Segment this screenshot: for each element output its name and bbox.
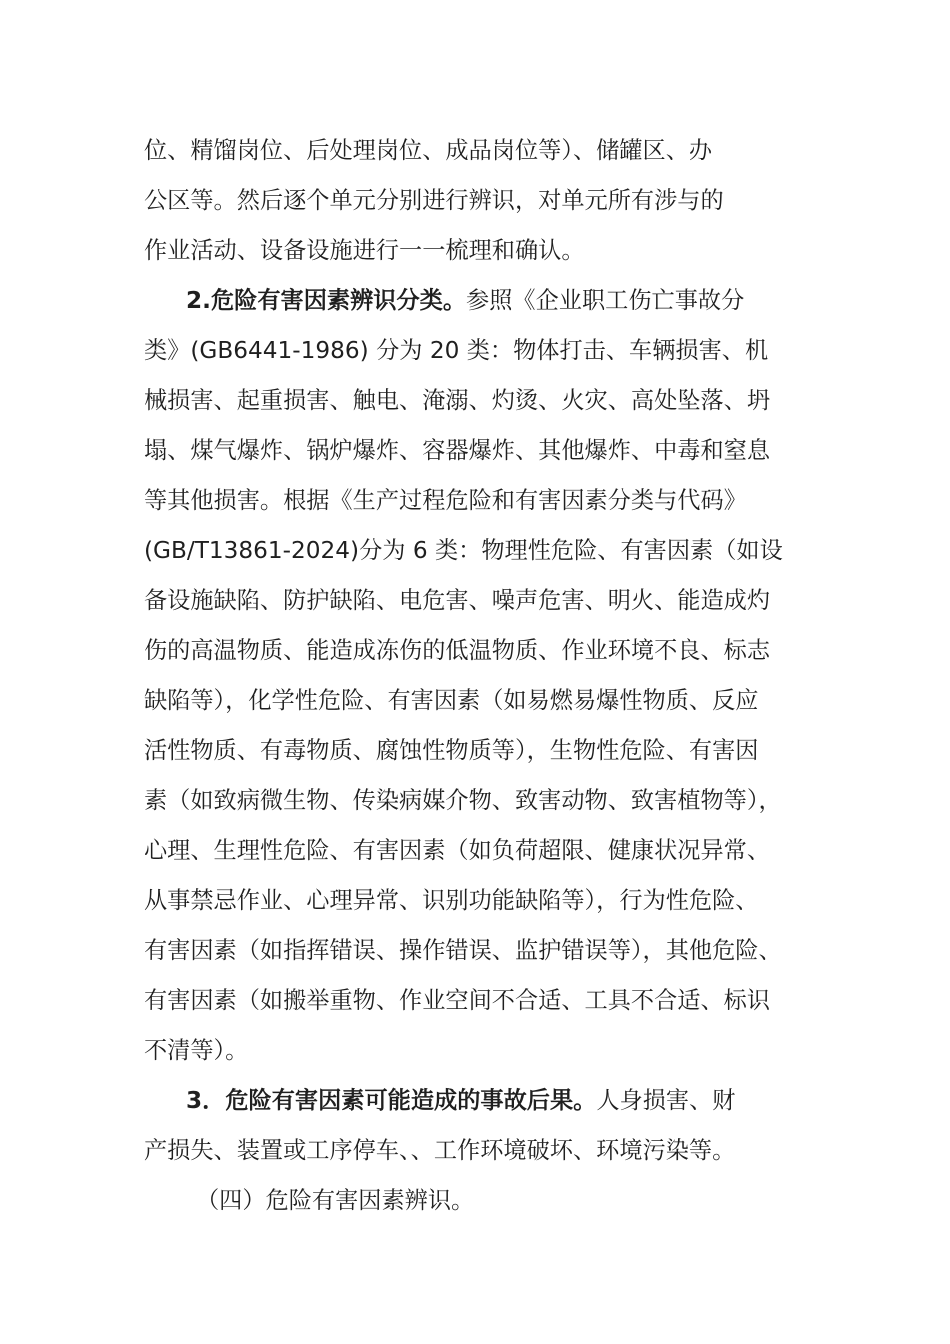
body-text-line bbox=[144, 376, 824, 426]
body-text-line bbox=[144, 526, 824, 576]
text-run: 作业活动、设备设施进行一一梳理和确认。 bbox=[144, 237, 585, 264]
text-run: (GB/T13861-2024)分为 6 类：物理性危险、有害因素（如设 bbox=[144, 537, 783, 564]
section-heading: 2.危险有害因素辨识分类。 bbox=[186, 287, 467, 314]
body-text-line bbox=[144, 1026, 824, 1076]
text-run: 不清等）。 bbox=[144, 1037, 249, 1064]
body-text-line bbox=[144, 1126, 824, 1176]
text-run: 缺陷等），化学性危险、有害因素（如易燃易爆性物质、反应 bbox=[144, 687, 759, 714]
body-text-line bbox=[144, 826, 824, 876]
body-text-line bbox=[144, 976, 824, 1026]
text-run: 活性物质、有毒物质、腐蚀性物质等），生物性危险、有害因 bbox=[144, 737, 759, 764]
body-text-line bbox=[144, 226, 824, 276]
section-heading-line bbox=[186, 276, 866, 326]
text-run: 有害因素（如指挥错误、操作错误、监护错误等），其他危险、 bbox=[144, 937, 782, 964]
body-text-line bbox=[144, 476, 824, 526]
text-run: 塌、煤气爆炸、锅炉爆炸、容器爆炸、其他爆炸、中毒和窒息 bbox=[144, 437, 771, 464]
body-text-line bbox=[144, 126, 824, 176]
text-run: 类》(GB6441-1986) 分为 20 类：物体打击、车辆损害、机 bbox=[144, 337, 769, 364]
text-run: 素（如致病微生物、传染病媒介物、致害动物、致害植物等）， bbox=[144, 787, 782, 814]
text-run: 参照《企业职工伤亡事故分 bbox=[466, 287, 745, 314]
text-run: 备设施缺陷、防护缺陷、电危害、噪声危害、明火、能造成灼 bbox=[144, 587, 771, 614]
body-text-line bbox=[144, 676, 824, 726]
body-text-line bbox=[144, 176, 824, 226]
text-run: 伤的高温物质、能造成冻伤的低温物质、作业环境不良、标志 bbox=[144, 637, 771, 664]
section-heading: 3．危险有害因素可能造成的事故后果。 bbox=[186, 1087, 597, 1114]
text-run: 从事禁忌作业、心理异常、识别功能缺陷等），行为性危险、 bbox=[144, 887, 759, 914]
text-run: 有害因素（如搬举重物、作业空间不合适、工具不合适、标识 bbox=[144, 987, 771, 1014]
text-run: 人身损害、财 bbox=[596, 1087, 736, 1114]
subsection-heading: （四）危险有害因素辨识。 bbox=[196, 1187, 475, 1214]
text-run: 心理、生理性危险、有害因素（如负荷超限、健康状况异常、 bbox=[144, 837, 771, 864]
body-text-line bbox=[144, 426, 824, 476]
section-heading-line bbox=[186, 1076, 866, 1126]
text-run: 位、精馏岗位、后处理岗位、成品岗位等）、储罐区、办 bbox=[144, 137, 713, 164]
body-text-line bbox=[144, 626, 824, 676]
body-text-line bbox=[144, 876, 824, 926]
text-run: 等其他损害。根据《生产过程危险和有害因素分类与代码》 bbox=[144, 487, 747, 514]
body-text-line bbox=[144, 576, 824, 626]
subsection-heading-line bbox=[196, 1176, 876, 1226]
text-run: 产损失、装置或工序停车、、工作环境破坏、环境污染等。 bbox=[144, 1137, 736, 1164]
body-text-line bbox=[144, 926, 824, 976]
body-text-line bbox=[144, 326, 824, 376]
body-text-line bbox=[144, 776, 824, 826]
body-text-line bbox=[144, 726, 824, 776]
text-run: 公区等。然后逐个单元分别进行辨识，对单元所有涉与的 bbox=[144, 187, 724, 214]
text-run: 械损害、起重损害、触电、淹溺、灼烫、火灾、高处坠落、坍 bbox=[144, 387, 771, 414]
